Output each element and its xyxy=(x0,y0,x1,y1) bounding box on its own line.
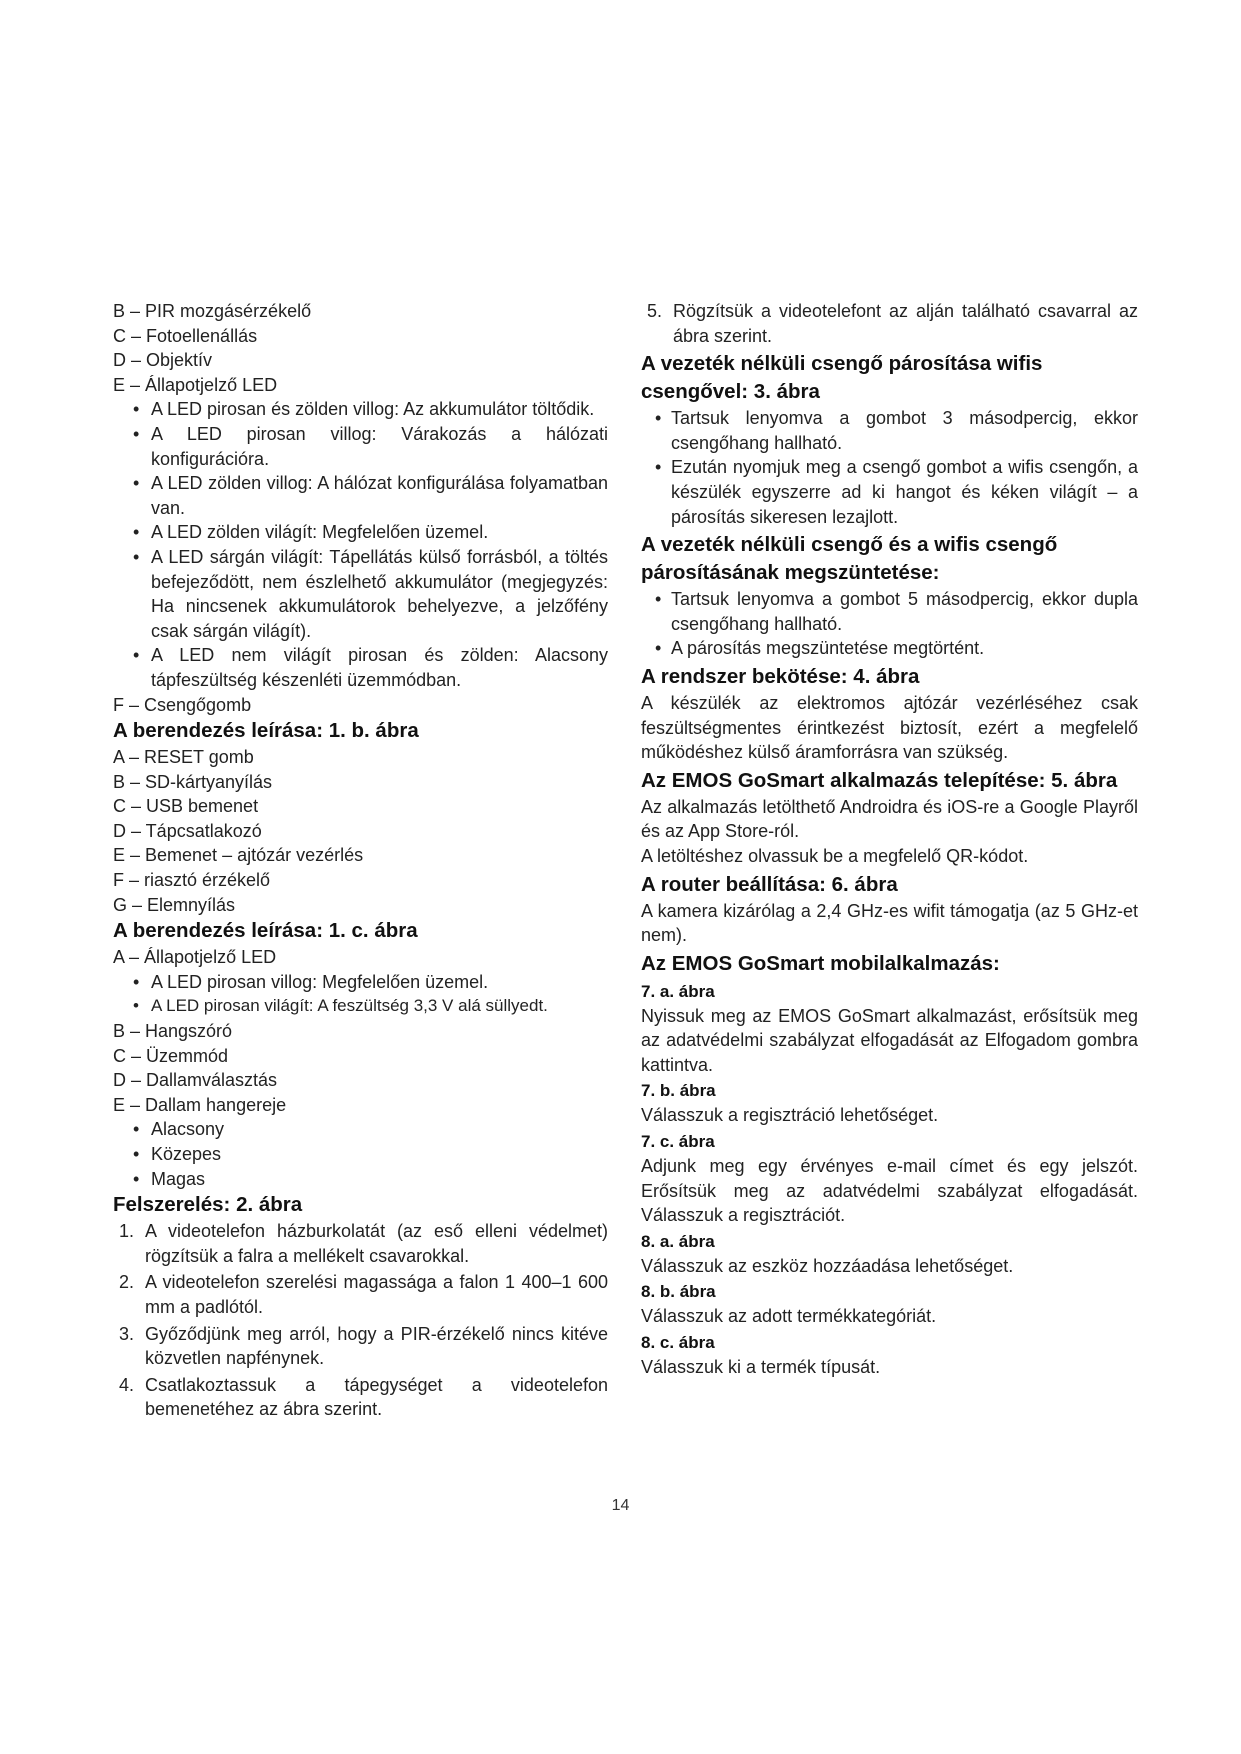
left-column xyxy=(113,299,608,1424)
paragraph: Az alkalmazás letölthető Androidra és iOS-re a Google Playről és az App Store-ról. xyxy=(641,796,1138,842)
step-label: 8. a. ábra xyxy=(641,1231,715,1251)
list-item: G – Elemnyílás xyxy=(113,894,236,915)
bullet-item: • Magas xyxy=(151,1167,608,1192)
install-steps-continued xyxy=(647,299,1138,348)
bullet-item: • A LED pirosan villog: Várakozás a hálózati konfigurációra. xyxy=(151,422,608,471)
list-item: B – SD-kártyanyílás xyxy=(113,771,273,792)
paragraph: A kamera kizárólag a 2,4 GHz-es wifit támogatja (az 5 GHz-et nem). xyxy=(641,900,1138,946)
paragraph: Válasszuk az adott termékkategóriát. xyxy=(641,1306,937,1327)
volume-list xyxy=(151,1117,608,1191)
section-heading: Az EMOS GoSmart alkalmazás telepítése: 5. ábra xyxy=(641,768,1118,792)
list-item: E – Bemenet – ajtózár vezérlés xyxy=(113,845,364,866)
bullet-item: • A LED nem világít pirosan és zölden: Alacsony tápfeszültség készenléti üzemmódban. xyxy=(151,643,608,692)
bullet-item: • A LED zölden villog: A hálózat konfigurálása folyamatban van. xyxy=(151,471,608,520)
numbered-item: 2. A videotelefon szerelési magassága a falon 1 400–1 600 mm a padlótól. xyxy=(119,1272,608,1317)
paragraph: Adjunk meg egy érvényes e-mail címet és egy jelszót. Erősítsük meg az adatvédelmi szabályzat elfogadását. Válasszuk a regisztrációt. xyxy=(641,1156,1138,1226)
bullet-item: • Közepes xyxy=(151,1142,608,1167)
numbered-item: 5. Rögzítsük a videotelefont az alján található csavarral az ábra szerint. xyxy=(647,301,1138,346)
list-item: E – Dallam hangereje xyxy=(113,1094,287,1115)
bullet-item: • Tartsuk lenyomva a gombot 3 másodpercig, ekkor csengőhang hallható. xyxy=(671,406,1138,455)
list-item: C – Fotoellenállás xyxy=(113,325,258,346)
pairing-list xyxy=(671,406,1138,529)
list-item: A – RESET gomb xyxy=(113,747,254,768)
list-item: F – riasztó érzékelő xyxy=(113,870,271,891)
list-item: D – Tápcsatlakozó xyxy=(113,820,262,841)
bullet-item: • Ezután nyomjuk meg a csengő gombot a wifis csengőn, a készülék egyszerre ad ki hangot és kéken világít – a párosítás sikeresen lezajlott. xyxy=(671,455,1138,529)
led-status-list xyxy=(151,970,608,1019)
section-heading: Felszerelés: 2. ábra xyxy=(113,1193,303,1217)
step-label: 7. a. ábra xyxy=(641,981,715,1001)
right-column xyxy=(641,299,1138,1380)
bullet-item: • A LED pirosan villog: Megfelelően üzemel. xyxy=(151,970,608,995)
paragraph: A készülék az elektromos ajtózár vezérléséhez csak feszültségmentes érintkezést biztosít, ezért a megfelelő működéshez külső áramforrásra van szükség. xyxy=(641,692,1138,763)
list-item: C – USB bemenet xyxy=(113,796,259,817)
bullet-item: • Alacsony xyxy=(151,1117,608,1142)
section-heading: A vezeték nélküli csengő párosítása wifis csengővel: 3. ábra xyxy=(641,352,1043,404)
numbered-item: 3. Győződjünk meg arról, hogy a PIR-érzékelő nincs kitéve közvetlen napfénynek. xyxy=(119,1323,608,1369)
bullet-item: • A LED zölden világít: Megfelelően üzemel. xyxy=(151,520,608,545)
list-item: B – PIR mozgásérzékelő xyxy=(113,301,312,321)
unpairing-list xyxy=(671,587,1138,661)
bullet-item: • A párosítás megszüntetése megtörtént. xyxy=(671,636,1138,661)
paragraph: Válasszuk a regisztráció lehetőséget. xyxy=(641,1105,939,1126)
bullet-item: • A LED sárgán világít: Tápellátás külső forrásból, a töltés befejeződött, nem észlelhető akkumulátor (megjegyzés: Ha nincsenek akkumulátorok behelyezve, a jelzőfény csak sárgán világít). xyxy=(151,545,608,643)
numbered-item: 4. Csatlakoztassuk a tápegységet a videotelefon bemenetéhez az ábra szerint. xyxy=(119,1374,608,1420)
numbered-item: 1. A videotelefon házburkolatát (az eső elleni védelmet) rögzítsük a falra a mellékelt csavarokkal. xyxy=(119,1221,608,1266)
bullet-item: • Tartsuk lenyomva a gombot 5 másodpercig, ekkor dupla csengőhang hallható. xyxy=(671,587,1138,636)
list-item: C – Üzemmód xyxy=(113,1045,229,1066)
list-item: E – Állapotjelző LED xyxy=(113,374,278,395)
section-heading: A vezeték nélküli csengő és a wifis csengő párosításának megszüntetése: xyxy=(641,533,1058,585)
list-item: A – Állapotjelző LED xyxy=(113,947,277,968)
led-status-list xyxy=(151,397,608,692)
paragraph: Nyissuk meg az EMOS GoSmart alkalmazást, erősítsük meg az adatvédelmi szabályzat elfogadását az Elfogadom gombra kattintva. xyxy=(641,1005,1138,1075)
list-item: D – Dallamválasztás xyxy=(113,1070,278,1091)
section-heading: Az EMOS GoSmart mobilalkalmazás: xyxy=(641,951,1000,975)
paragraph: Válasszuk ki a termék típusát. xyxy=(641,1357,881,1378)
list-item: D – Objektív xyxy=(113,350,213,371)
section-heading: A rendszer bekötése: 4. ábra xyxy=(641,664,920,688)
step-label: 7. b. ábra xyxy=(641,1081,716,1101)
paragraph: A letöltéshez olvassuk be a megfelelő QR-kódot. xyxy=(641,845,1029,866)
step-label: 7. c. ábra xyxy=(641,1132,715,1152)
step-label: 8. b. ábra xyxy=(641,1282,716,1302)
install-steps xyxy=(119,1219,608,1422)
list-item: B – Hangszóró xyxy=(113,1021,233,1042)
step-label: 8. c. ábra xyxy=(641,1333,715,1353)
list-item: F – Csengőgomb xyxy=(113,694,252,715)
page-number: 14 xyxy=(611,1497,630,1514)
bullet-item: • A LED pirosan és zölden villog: Az akkumulátor töltődik. xyxy=(151,397,608,422)
section-heading: A berendezés leírása: 1. b. ábra xyxy=(113,719,419,743)
bullet-item: • A LED pirosan világít: A feszültség 3,3 V alá süllyedt. xyxy=(151,994,608,1019)
section-heading: A router beállítása: 6. ábra xyxy=(641,872,898,896)
paragraph: Válasszuk az eszköz hozzáadása lehetőséget. xyxy=(641,1255,1014,1276)
section-heading: A berendezés leírása: 1. c. ábra xyxy=(113,919,418,943)
